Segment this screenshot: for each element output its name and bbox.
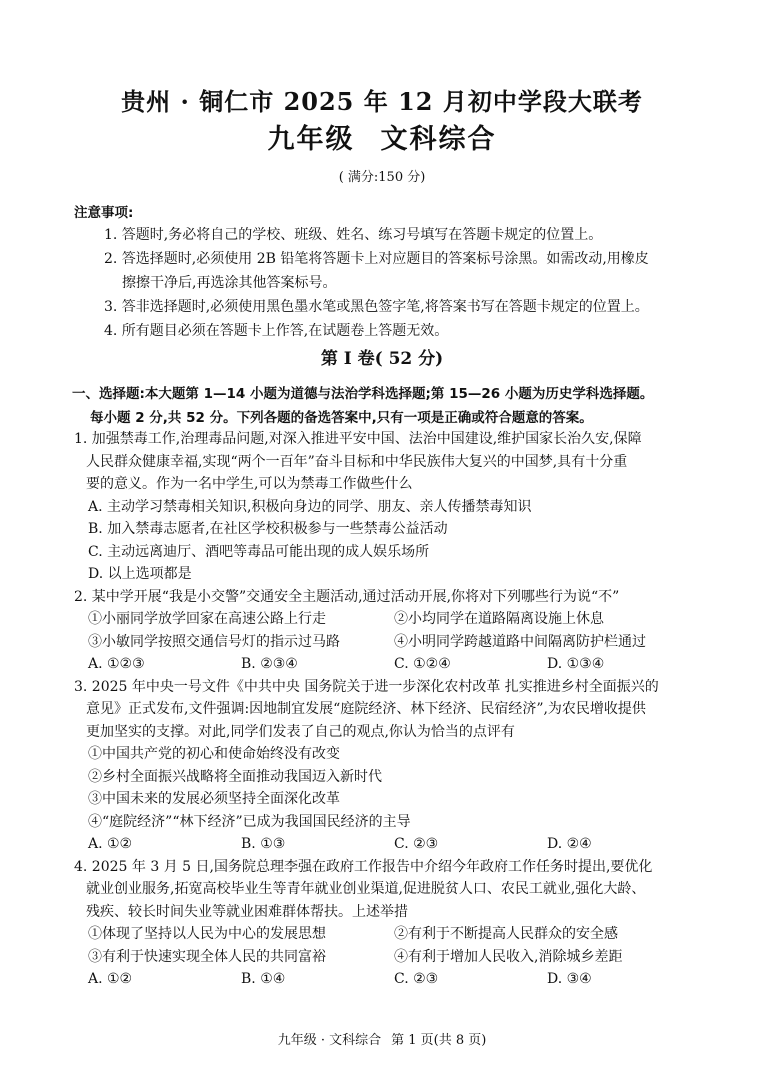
question-stem: 3. 2025 年中央一号文件《中共中央 国务院关于进一步深化农村改革 扎实推进乡村全面振兴的 (74, 678, 659, 695)
statement: ③中国未来的发展必须坚持全面深化改革 (88, 791, 340, 807)
statement: ②乡村全面振兴战略将全面推动我国迈入新时代 (88, 768, 382, 785)
option-a: A. 主动学习禁毒相关知识,积极向身边的同学、朋友、亲人传播禁毒知识 (88, 498, 532, 515)
exam-subtitle (0, 117, 764, 156)
question-stem: 更加坚实的支撑。对此,同学们发表了自己的观点,你认为恰当的点评有 (86, 723, 515, 740)
option-b: B. 加入禁毒志愿者,在社区学校积极参与一些禁毒公益活动 (88, 521, 448, 537)
notice-heading: 注意事项: (74, 205, 134, 221)
question-stem: 2. 某中学开展“我是小交警”交通安全主题活动,通过活动开展,你将对下列哪些行为说“不” (74, 588, 620, 605)
notice-item: 2. 答选择题时,必须使用 2B 铅笔将答题卡上对应题目的答案标号涂黑。如需改动,用橡皮 (104, 251, 649, 267)
option-b: B. ①④ (241, 971, 286, 987)
questions-list (74, 428, 714, 991)
statement-row (74, 946, 714, 969)
notice-item: 3. 答非选择题时,必须使用黑色墨水笔或黑色签字笔,将答案书写在答题卡规定的位置上。 (104, 299, 649, 315)
question-1 (74, 428, 714, 586)
option-d: D. ①③④ (547, 656, 605, 672)
statement: ②小均同学在道路隔离设施上休息 (394, 611, 604, 627)
statement-row (74, 608, 714, 631)
notice-item: 1. 答题时,务必将自己的学校、班级、姓名、练习号填写在答题卡规定的位置上。 (104, 227, 603, 243)
choices-row (74, 968, 714, 991)
option-d: D. ②④ (547, 836, 592, 852)
statement: ④有利于增加人民收入,消除城乡差距 (394, 948, 623, 965)
part-title: 第 Ⅰ 卷( 52 分) (320, 349, 444, 369)
statement: ②有利于不断提高人民群众的安全感 (394, 926, 618, 942)
choices-row (74, 653, 714, 676)
statement: ④“庭院经济”“林下经济”已成为我国国民经济的主导 (88, 813, 411, 830)
question-stem: 残疾、较长时间失业等就业困难群体帮扶。上述举措 (86, 903, 408, 920)
question-stem: 1. 加强禁毒工作,治理毒品问题,对深入推进平安中国、法治中国建设,维护国家长治久安,保障 (74, 431, 642, 447)
full-score: ( 满分:150 分) (338, 170, 426, 185)
option-a: A. ①② (88, 971, 133, 987)
option-d: D. 以上选项都是 (88, 566, 192, 582)
notice-item: 4. 所有题目必须在答题卡上作答,在试题卷上答题无效。 (104, 323, 449, 339)
exam-title: 贵州 · 铜仁市 2025 年 12 月初中学段大联考 (121, 87, 643, 116)
option-a: A. ①② (88, 836, 133, 852)
choices-row (74, 833, 714, 856)
question-stem: 要的意义。作为一名中学生,可以为禁毒工作做些什么 (86, 476, 413, 492)
statement: ③小敏同学按照交通信号灯的指示过马路 (88, 633, 340, 650)
statement: ④小明同学跨越道路中间隔离防护栏通过 (394, 633, 646, 650)
question-2 (74, 586, 714, 676)
option-c: C. ②③ (394, 836, 439, 852)
notice-block (74, 204, 714, 343)
statement: ③有利于快速实现全体人民的共同富裕 (88, 948, 326, 965)
option-c: C. 主动远离迪厅、酒吧等毒品可能出现的成人娱乐场所 (88, 543, 430, 560)
statement-row (74, 923, 714, 946)
footer-page-number: 第 1 页(共 8 页) (391, 1033, 487, 1048)
question-stem: 4. 2025 年 3 月 5 日,国务院总理李强在政府工作报告中介绍今年政府工作任务时提出,要优化 (74, 858, 653, 875)
section-line: 每小题 2 分,共 52 分。下列各题的备选答案中,只有一项是正确或符合题意的答案。 (90, 410, 593, 426)
question-stem: 意见》正式发布,文件强调:因地制宜发展“庭院经济、林下经济、民宿经济”,为农民增收提供 (86, 701, 646, 717)
question-stem: 就业创业服务,拓宽高校毕业生等青年就业创业渠道,促进脱贫人口、农民工就业,强化大龄、 (86, 881, 646, 897)
statement: ①中国共产党的初心和使命始终没有改变 (88, 746, 340, 762)
section-line: 一、选择题:本大题第 1—14 小题为道德与法治学科选择题;第 15—26 小题为历史学科选择题。 (72, 386, 654, 402)
footer-subject: 九年级 · 文科综合 (277, 1033, 382, 1048)
page-footer (0, 1029, 764, 1048)
section-instructions (72, 382, 722, 430)
statement-row (74, 631, 714, 654)
option-b: B. ①③ (241, 836, 286, 852)
option-b: B. ②③④ (241, 656, 298, 672)
question-3 (74, 676, 714, 856)
grade-label: 九年级 (267, 124, 355, 155)
option-c: C. ②③ (394, 971, 439, 987)
option-a: A. ①②③ (88, 656, 145, 672)
statement: ①体现了坚持以人民为中心的发展思想 (88, 926, 326, 942)
subject-label: 文科综合 (380, 124, 497, 155)
option-d: D. ③④ (547, 971, 592, 987)
question-stem: 人民群众健康幸福,实现“两个一百年”奋斗目标和中华民族伟大复兴的中国梦,具有十分重 (86, 453, 628, 470)
notice-item: 擦擦干净后,再选涂其他答案标号。 (122, 275, 337, 291)
question-4 (74, 856, 714, 991)
statement: ①小丽同学放学回家在高速公路上行走 (88, 611, 326, 627)
option-c: C. ①②④ (394, 656, 451, 672)
